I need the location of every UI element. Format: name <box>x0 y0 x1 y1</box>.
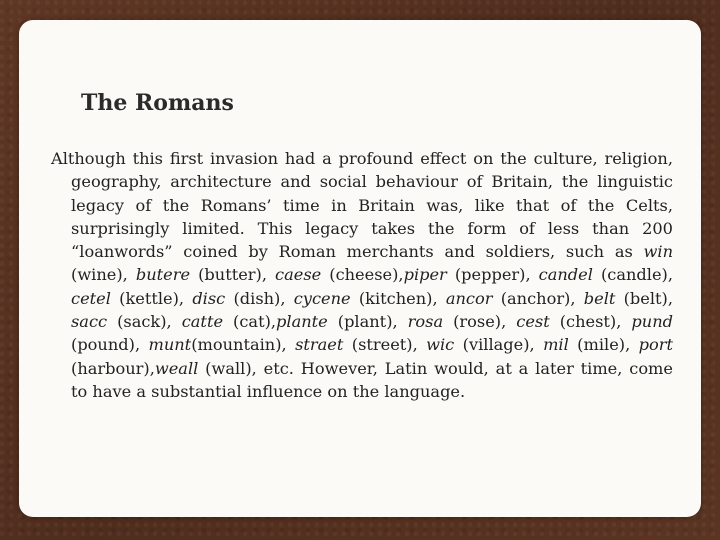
paragraph-text-run: (pepper), <box>446 265 539 285</box>
paragraph-text-run: Although this first invasion had a profound effect on the culture, religion, geography, architecture and social behaviour of Britain, the linguistic legacy of the Romans’ time in Britain was, like that of the Celts, surprisingly limited. This legacy takes the form of less than 200 “loanwords” coined by Roman merchants and soldiers, such as <box>51 149 673 262</box>
paragraph-text-run: (wine), <box>71 265 136 285</box>
latin-loanword: ancor <box>445 288 493 308</box>
slide-title: The Romans <box>81 90 234 116</box>
latin-loanword: win <box>643 242 673 262</box>
paragraph-text-run: (kitchen), <box>350 288 446 308</box>
paragraph-text-run: (dish), <box>225 288 294 308</box>
paragraph-text-run: (chest), <box>549 312 632 332</box>
paragraph-text-run: (cheese), <box>321 265 404 285</box>
paragraph-text-run: (wall), etc. However, Latin would, at a later time, come to have a substantial influence on the language. <box>71 358 673 401</box>
paragraph-text-run: (pound), <box>71 335 149 355</box>
latin-loanword: pund <box>631 312 673 332</box>
latin-loanword: cest <box>516 312 550 332</box>
slide-body-paragraph <box>51 147 673 403</box>
latin-loanword: plante <box>276 312 328 332</box>
latin-loanword: cetel <box>71 288 111 308</box>
latin-loanword: catte <box>181 312 224 332</box>
paragraph-text-run: (belt), <box>615 288 673 308</box>
paragraph-text-run: (butter), <box>190 265 276 285</box>
paragraph-text-run: (anchor), <box>492 288 584 308</box>
latin-loanword: munt <box>148 335 192 355</box>
latin-loanword: belt <box>583 288 616 308</box>
slide-card <box>19 20 701 517</box>
paragraph-text-run: (mile), <box>568 335 639 355</box>
latin-loanword: port <box>638 335 673 355</box>
paragraph-text-run: (sack), <box>107 312 182 332</box>
paragraph-text-run: (street), <box>343 335 427 355</box>
latin-loanword: cycene <box>293 288 351 308</box>
latin-loanword: weall <box>154 358 199 378</box>
latin-loanword: candel <box>538 265 593 285</box>
latin-loanword: straet <box>295 335 344 355</box>
paragraph-text-run: (mountain), <box>191 335 296 355</box>
paragraph-text-run: (kettle), <box>110 288 193 308</box>
paragraph-text-run: (cat), <box>223 312 277 332</box>
latin-loanword: sacc <box>71 312 108 332</box>
latin-loanword: wic <box>426 335 455 355</box>
paragraph-text-run: (harbour), <box>71 358 155 378</box>
paragraph-text-run: (candle), <box>592 265 673 285</box>
latin-loanword: caese <box>275 265 322 285</box>
latin-loanword: mil <box>543 335 569 355</box>
paragraph-text-run: (village), <box>454 335 544 355</box>
latin-loanword: disc <box>192 288 226 308</box>
paragraph-text-run: (plant), <box>327 312 408 332</box>
paragraph-text-run: (rose), <box>443 312 517 332</box>
latin-loanword: piper <box>403 265 447 285</box>
latin-loanword: butere <box>135 265 191 285</box>
latin-loanword: rosa <box>407 312 444 332</box>
